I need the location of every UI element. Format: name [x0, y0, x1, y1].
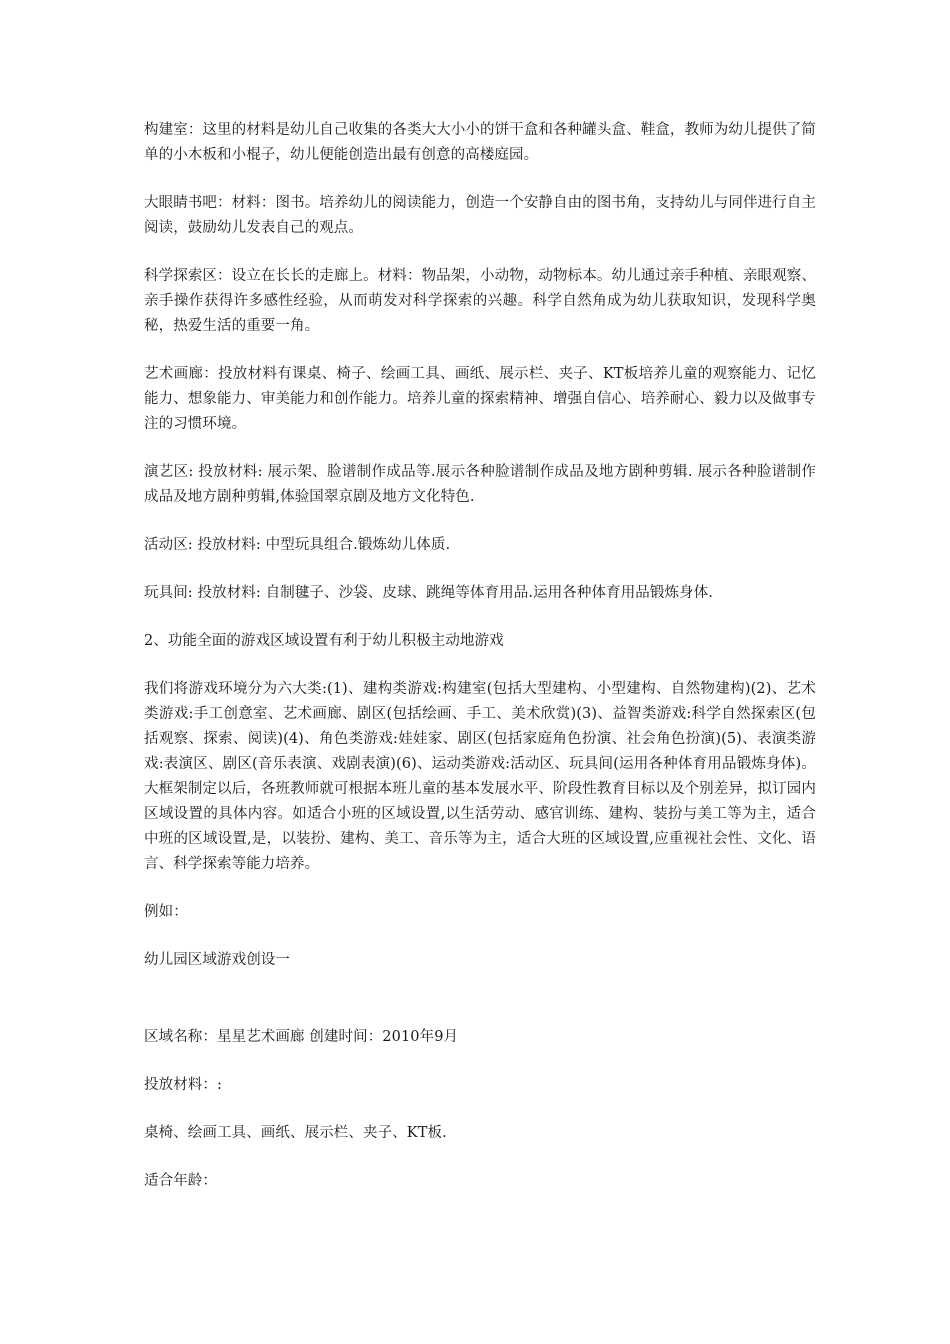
paragraph-six-categories: 我们将游戏环境分为六大类:(1)、建构类游戏:构建室(包括大型建构、小型建构、自然物建构)(2)、艺术类游戏:手工创意室、艺术画廊、剧区(包括绘画、手工、美术欣赏)(3)、益智类游戏:科学自然探索区(包括观察、探索、阅读)(4)、角色类游戏:娃娃家、剧区(包括家庭角色扮演、社会角色扮演)(5)、表演类游戏:表演区、剧区(音乐表演、戏剧表演)(6)、运动类游戏:活动区、玩具间(运用各种体育用品锻炼身体)。大框架制定以后，各班教师就可根据本班儿童的基本发展水平、阶段性教育目标以及个别差异，拟订园内区域设置的具体内容。如适合小班的区域设置,以生活劳动、感官训练、建构、装扮与美工等为主，适合中班的区域设置,是，以装扮、建构、美工、音乐等为主，适合大班的区域设置,应重视社会性、文化、语言、科学探索等能力培养。 [144, 681, 816, 872]
section-heading-2: 2、功能全面的游戏区域设置有利于幼儿积极主动地游戏 [144, 633, 504, 649]
paragraph-activity-area: 活动区: 投放材料: 中型玩具组合.锻炼幼儿体质. [144, 537, 451, 553]
paragraph-book-bar: 大眼睛书吧：材料：图书。培养幼儿的阅读能力，创造一个安静自由的图书角，支持幼儿与同伴进行自主阅读，鼓励幼儿发表自己的观点。 [144, 195, 816, 236]
paragraph-example-label: 例如： [144, 904, 188, 920]
paragraph-suitable-age: 适合年龄： [144, 1173, 217, 1189]
paragraph-materials-label: 投放材料：: [144, 1077, 222, 1093]
paragraph-art-gallery: 艺术画廊：投放材料有课桌、椅子、绘画工具、画纸、展示栏、夹子、KT板培养儿童的观察能力、记忆能力、想象能力、审美能力和创作能力。培养儿童的探索精神、增强自信心、培养耐心、毅力以及做事专注的习惯环境。 [144, 366, 816, 432]
paragraph-toy-room: 玩具间: 投放材料: 自制毽子、沙袋、皮球、跳绳等体育用品.运用各种体育用品锻炼身体. [144, 585, 714, 601]
paragraph-performance-area: 演艺区: 投放材料: 展示架、脸谱制作成品等.展示各种脸谱制作成品及地方剧种剪辑. 展示各种脸谱制作成品及地方剧种剪辑,体验国翠京剧及地方文化特色. [144, 464, 816, 505]
paragraph-construction-room: 构建室：这里的材料是幼儿自己收集的各类大大小小的饼干盒和各种罐头盒、鞋盒，教师为幼儿提供了简单的小木板和小棍子，幼儿便能创造出最有创意的高楼庭园。 [144, 122, 816, 163]
document-body [144, 118, 816, 1217]
paragraph-example-title: 幼儿园区域游戏创设一 [144, 952, 290, 968]
paragraph-science-area: 科学探索区：设立在长长的走廊上。材料：物品架，小动物，动物标本。幼儿通过亲手种植、亲眼观察、亲手操作获得许多感性经验，从而萌发对科学探索的兴趣。科学自然角成为幼儿获取知识，发现科学奥秘，热爱生活的重要一角。 [144, 268, 816, 334]
paragraph-area-name: 区域名称：星星艺术画廊 创建时间：2010年9月 [144, 1029, 459, 1045]
paragraph-materials-list: 桌椅、绘画工具、画纸、展示栏、夹子、KT板. [144, 1125, 447, 1141]
